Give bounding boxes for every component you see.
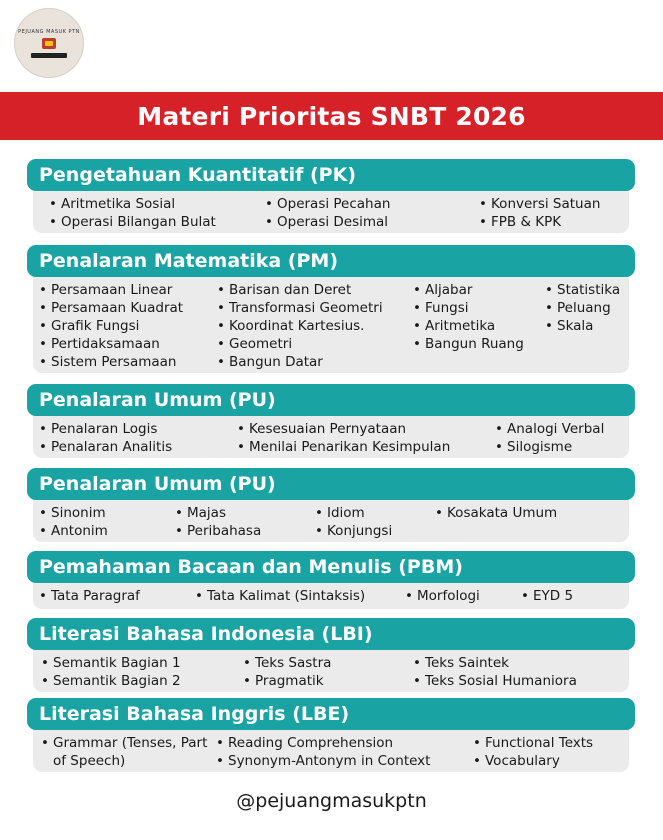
list-item: • Persamaan Kuadrat [51, 299, 183, 317]
list-item: • Operasi Desimal [277, 213, 388, 231]
list-item: • Kesesuaian Pernyataan [249, 420, 406, 438]
list-item: • Tata Paragraf [51, 587, 140, 605]
section-title: Pemahaman Bacaan dan Menulis (PBM) [39, 556, 463, 578]
section-header [27, 551, 635, 583]
list-item: • Tata Kalimat (Sintaksis) [207, 587, 365, 605]
list-item: • Konjungsi [327, 522, 392, 540]
list-item: • Fungsi [425, 299, 469, 317]
section-body [33, 275, 629, 373]
list-item: • Teks Saintek [425, 654, 509, 672]
list-item: • Vocabulary [485, 752, 560, 770]
section-pu-1 [27, 384, 635, 458]
list-item: • Teks Sosial Humaniora [425, 672, 577, 690]
section-body [33, 581, 629, 609]
section-title: Penalaran Matematika (PM) [39, 250, 339, 272]
section-header [27, 698, 635, 730]
list-item: • EYD 5 [533, 587, 573, 605]
list-item: • Pragmatik [255, 672, 324, 690]
list-item: • Bangun Ruang [425, 335, 524, 353]
list-item: • Grammar (Tenses, Part of Speech) [53, 734, 223, 770]
list-item: • Transformasi Geometri [229, 299, 383, 317]
list-item: • Penalaran Analitis [51, 438, 172, 456]
list-item: • Penalaran Logis [51, 420, 157, 438]
logo-text: PEJUANG MASUK PTN [18, 28, 80, 35]
section-header [27, 159, 635, 191]
section-body [33, 498, 629, 542]
list-item: • Barisan dan Deret [229, 281, 351, 299]
list-item: • Aljabar [425, 281, 472, 299]
section-title: Literasi Bahasa Indonesia (LBI) [39, 623, 373, 645]
list-item: • Grafik Fungsi [51, 317, 139, 335]
list-item: • Semantik Bagian 2 [53, 672, 181, 690]
list-item: • Morfologi [417, 587, 480, 605]
title-banner [0, 92, 663, 140]
list-item: • Skala [557, 317, 593, 335]
list-item: • Pertidaksamaan [51, 335, 160, 353]
section-pk [27, 159, 635, 233]
section-body [33, 414, 629, 458]
list-item: • Silogisme [507, 438, 572, 456]
section-title: Pengetahuan Kuantitatif (PK) [39, 164, 356, 186]
list-item: • Analogi Verbal [507, 420, 604, 438]
section-header [27, 618, 635, 650]
list-item: • Koordinat Kartesius. [229, 317, 364, 335]
section-pu-2 [27, 468, 635, 542]
section-body [33, 648, 629, 692]
list-item: • Reading Comprehension [228, 734, 393, 752]
section-title: Penalaran Umum (PU) [39, 389, 276, 411]
section-pbm [27, 551, 635, 609]
section-lbi [27, 618, 635, 692]
page-title: Materi Prioritas SNBT 2026 [137, 101, 526, 131]
list-item: • Konversi Satuan [491, 195, 600, 213]
list-item: • Semantik Bagian 1 [53, 654, 181, 672]
list-item: • Bangun Datar [229, 353, 323, 371]
section-header [27, 384, 635, 416]
list-item: • Menilai Penarikan Kesimpulan [249, 438, 450, 456]
list-item: • Peribahasa [187, 522, 261, 540]
list-item: • Sinonim [51, 504, 106, 522]
section-header [27, 468, 635, 500]
list-item: • Synonym-Antonym in Context [228, 752, 430, 770]
list-item: • Statistika [557, 281, 620, 299]
list-item: • Operasi Bilangan Bulat [61, 213, 216, 231]
social-handle: @pejuangmasukptn [236, 790, 427, 812]
list-item: • Persamaan Linear [51, 281, 172, 299]
list-item: • Teks Sastra [255, 654, 331, 672]
logo-mark-icon [42, 38, 56, 49]
list-item: • Kosakata Umum [447, 504, 557, 522]
list-item: • Antonim [51, 522, 108, 540]
section-pm [27, 245, 635, 373]
list-item: • Peluang [557, 299, 611, 317]
section-lbe [27, 698, 635, 772]
section-header [27, 245, 635, 277]
section-title: Literasi Bahasa Inggris (LBE) [39, 703, 350, 725]
list-item: • Functional Texts [485, 734, 593, 752]
list-item: • Aritmetika [425, 317, 495, 335]
list-item: • Operasi Pecahan [277, 195, 390, 213]
section-body [33, 728, 629, 772]
list-item: • FPB & KPK [491, 213, 561, 231]
section-body [33, 189, 629, 233]
list-item: • Sistem Persamaan [51, 353, 176, 371]
logo-bar [31, 53, 67, 58]
list-item: • Aritmetika Sosial [61, 195, 175, 213]
list-item: • Geometri [229, 335, 292, 353]
section-title: Penalaran Umum (PU) [39, 473, 276, 495]
list-item: • Idiom [327, 504, 365, 522]
brand-logo [14, 8, 84, 78]
list-item: • Majas [187, 504, 226, 522]
